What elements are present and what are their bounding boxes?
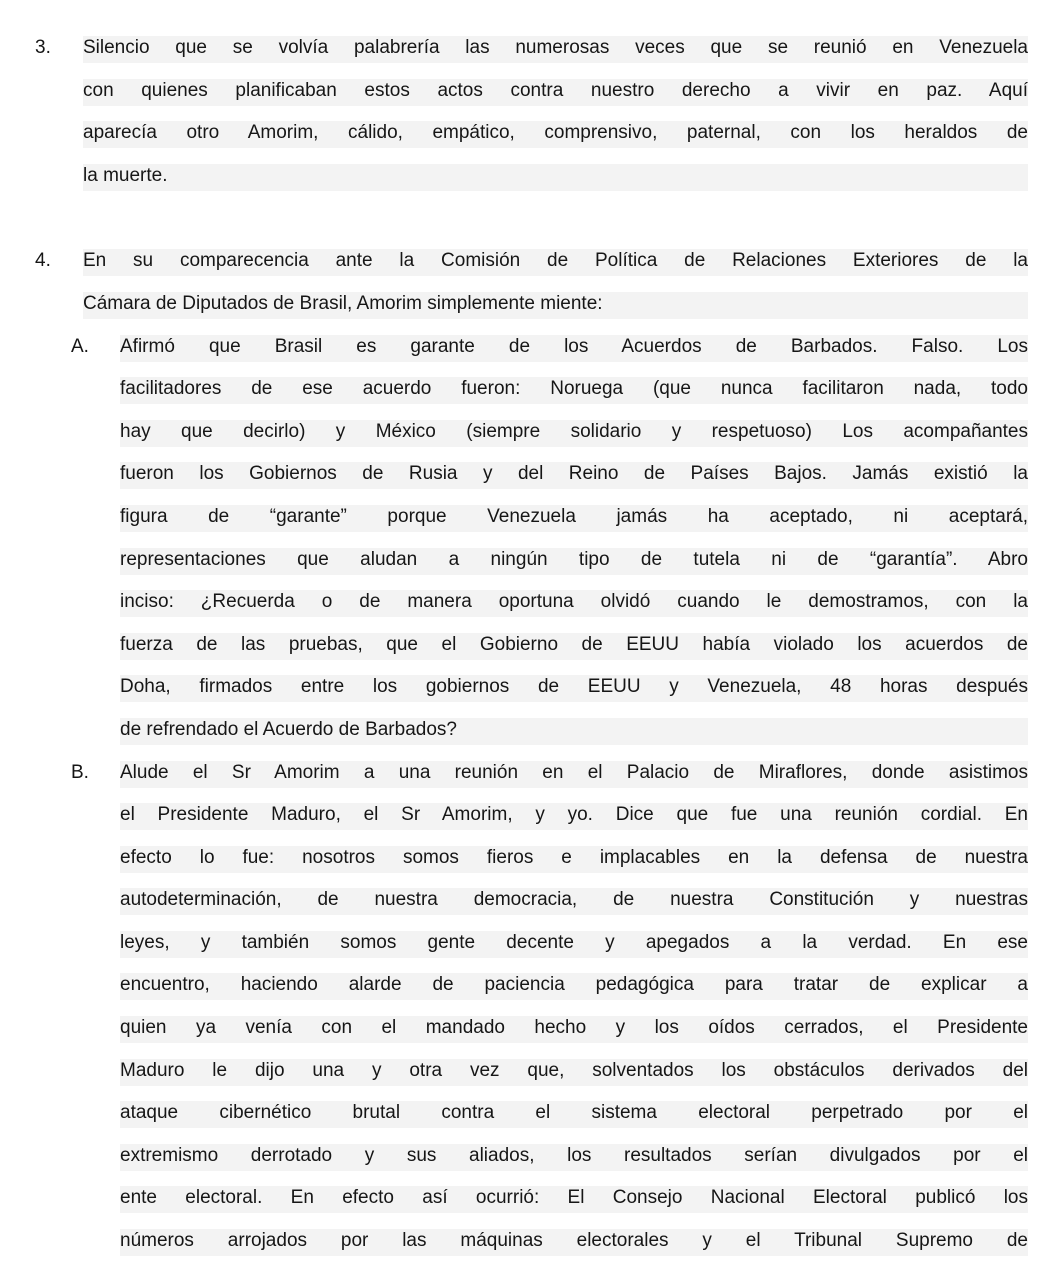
list-item-4-body — [83, 240, 1028, 325]
list-item-4a-body — [120, 326, 1028, 752]
text-line: Alude el Sr Amorim a una reunión en el Palacio de Miraflores, donde asistimos — [120, 752, 1028, 795]
list-item-4b-marker: B. — [71, 761, 89, 783]
list-item-4 — [0, 240, 1063, 325]
text-line: facilitadores de ese acuerdo fueron: Noruega (que nunca facilitaron nada, todo — [120, 368, 1028, 411]
text-line: números arrojados por las máquinas electorales y el Tribunal Supremo de — [120, 1220, 1028, 1263]
text-line: el Presidente Maduro, el Sr Amorim, y yo. Dice que fue una reunión cordial. En — [120, 794, 1028, 837]
text-line: aparecía otro Amorim, cálido, empático, comprensivo, paternal, con los heraldos de — [83, 112, 1028, 155]
text-line: efecto lo fue: nosotros somos fieros e implacables en la defensa de nuestra — [120, 837, 1028, 880]
list-item-4a-marker: A. — [71, 335, 89, 357]
paragraph-gap — [0, 197, 1063, 240]
list-item-4b-body — [120, 752, 1028, 1263]
text-line: Silencio que se volvía palabrería las numerosas veces que se reunió en Venezuela — [83, 27, 1028, 70]
text-line: En su comparecencia ante la Comisión de Política de Relaciones Exteriores de la — [83, 240, 1028, 283]
text-line: inciso: ¿Recuerda o de manera oportuna olvidó cuando le demostramos, con la — [120, 581, 1028, 624]
text-line: Doha, firmados entre los gobiernos de EEUU y Venezuela, 48 horas después — [120, 666, 1028, 709]
text-line: de refrendado el Acuerdo de Barbados? — [120, 709, 1028, 752]
text-line: fueron los Gobiernos de Rusia y del Reino de Países Bajos. Jamás existió la — [120, 453, 1028, 496]
text-line: encuentro, haciendo alarde de paciencia pedagógica para tratar de explicar a — [120, 964, 1028, 1007]
list-item-4a — [0, 326, 1063, 752]
list-item-3-body — [83, 27, 1028, 197]
list-item-3-marker: 3. — [35, 37, 51, 58]
text-line: ataque cibernético brutal contra el sistema electoral perpetrado por el — [120, 1092, 1028, 1135]
text-line: representaciones que aludan a ningún tipo de tutela ni de “garantía”. Abro — [120, 539, 1028, 582]
text-line: Maduro le dijo una y otra vez que, solventados los obstáculos derivados del — [120, 1050, 1028, 1093]
list-item-4-marker: 4. — [35, 250, 51, 272]
text-line: autodeterminación, de nuestra democracia, de nuestra Constitución y nuestras — [120, 879, 1028, 922]
text-line: con quienes planificaban estos actos contra nuestro derecho a vivir en paz. Aquí — [83, 70, 1028, 113]
text-line: leyes, y también somos gente decente y apegados a la verdad. En ese — [120, 922, 1028, 965]
text-line: Afirmó que Brasil es garante de los Acuerdos de Barbados. Falso. Los — [120, 326, 1028, 369]
text-line: la muerte. — [83, 155, 1028, 198]
text-line: Cámara de Diputados de Brasil, Amorim simplemente miente: — [83, 283, 1028, 326]
text-line: figura de “garante” porque Venezuela jamás ha aceptado, ni aceptará, — [120, 496, 1028, 539]
list-item-3 — [0, 27, 1063, 197]
text-line: ente electoral. En efecto así ocurrió: El Consejo Nacional Electoral publicó los — [120, 1177, 1028, 1220]
text-line: extremismo derrotado y sus aliados, los resultados serían divulgados por el — [120, 1135, 1028, 1178]
list-item-4b — [0, 752, 1063, 1263]
text-line: quien ya venía con el mandado hecho y los oídos cerrados, el Presidente — [120, 1007, 1028, 1050]
text-line: hay que decirlo) y México (siempre solidario y respetuoso) Los acompañantes — [120, 411, 1028, 454]
text-line: fuerza de las pruebas, que el Gobierno de EEUU había violado los acuerdos de — [120, 624, 1028, 667]
